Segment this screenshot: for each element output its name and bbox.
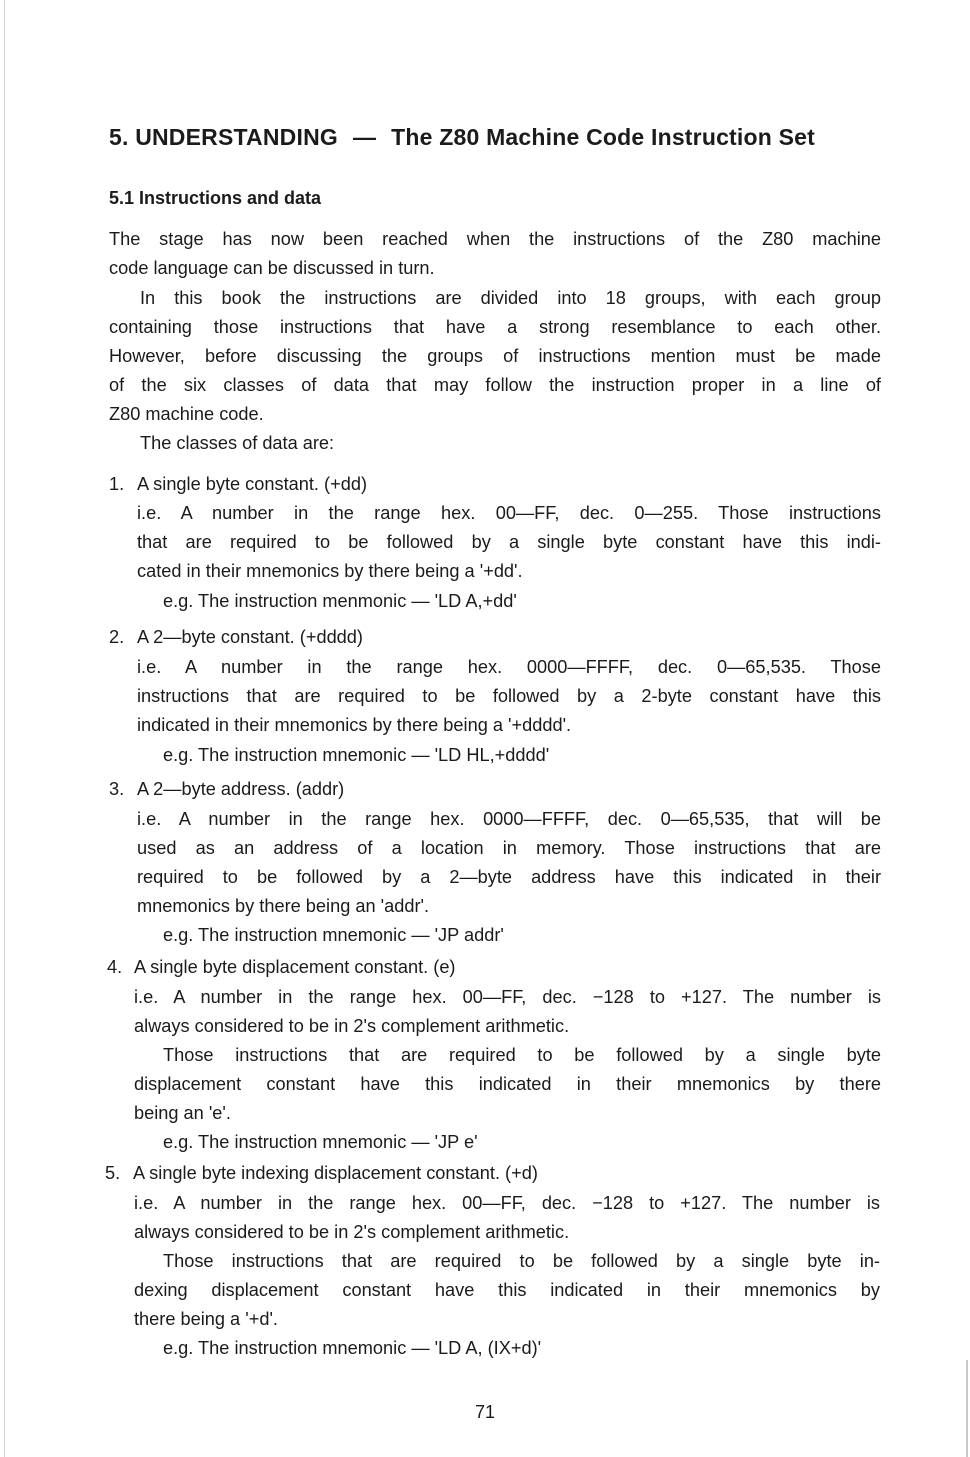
- class-heading: A 2—byte constant. (+dddd): [137, 627, 363, 647]
- class-number: 1.: [109, 474, 125, 494]
- class-heading: A 2—byte address. (addr): [137, 779, 345, 799]
- chapter-number: 5.: [109, 124, 129, 150]
- chapter-title-dash: —: [352, 124, 377, 150]
- class-body-line: i.e. A number in the range hex. 0000—FFFF, dec. 0—65,535. Those: [137, 657, 881, 677]
- class-body-line: i.e. A number in the range hex. 00—FF, dec. 0—255. Those instructions: [137, 503, 881, 523]
- class-body-line: i.e. A number in the range hex. 00—FF, dec. −128 to +127. The number is: [134, 1193, 880, 1213]
- class-body2-line: dexing displacement constant have this indicated in their mnemonics by: [134, 1280, 880, 1300]
- section-title: 5.1 Instructions and data: [109, 188, 322, 208]
- intro-p2-line: of the six classes of data that may follow the instruction proper in a line of: [109, 375, 881, 395]
- class-body-line: indicated in their mnemonics by there being a '+dddd'.: [137, 715, 572, 735]
- class-body-line: always considered to be in 2's complement arithmetic.: [134, 1222, 570, 1242]
- class-body-line: always considered to be in 2's complement arithmetic.: [134, 1016, 570, 1036]
- class-body-line: i.e. A number in the range hex. 00—FF, dec. −128 to +127. The number is: [134, 987, 881, 1007]
- class-body-line: i.e. A number in the range hex. 0000—FFFF, dec. 0—65,535, that will be: [137, 809, 881, 829]
- class-body2-line: being an 'e'.: [134, 1103, 231, 1123]
- class-body2-line: Those instructions that are required to be followed by a single byte: [163, 1045, 881, 1065]
- class-heading: A single byte constant. (+dd): [137, 474, 368, 494]
- class-body-line: used as an address of a location in memory. Those instructions that are: [137, 838, 881, 858]
- class-body-line: mnemonics by there being an 'addr'.: [137, 896, 430, 916]
- class-example: e.g. The instruction mnemonic — 'JP e': [163, 1132, 478, 1152]
- chapter-title: [109, 124, 815, 151]
- class-heading: A single byte displacement constant. (e): [134, 957, 456, 977]
- chapter-title-main: UNDERSTANDING: [135, 124, 338, 150]
- class-heading: A single byte indexing displacement constant. (+d): [133, 1163, 538, 1183]
- class-number: 5.: [105, 1163, 121, 1183]
- class-body2-line: there being a '+d'.: [134, 1309, 278, 1329]
- class-body-line: instructions that are required to be followed by a 2-byte constant have this: [137, 686, 881, 706]
- intro-p2-line: containing those instructions that have a strong resemblance to each other.: [109, 317, 881, 337]
- class-example: e.g. The instruction mnemonic — 'LD A, (IX+d)': [163, 1338, 542, 1358]
- intro-p2-line: Z80 machine code.: [109, 404, 264, 424]
- class-body2-line: displacement constant have this indicated in their mnemonics by there: [134, 1074, 881, 1094]
- intro-p2-line: In this book the instructions are divided into 18 groups, with each group: [140, 288, 881, 308]
- class-number: 3.: [109, 779, 125, 799]
- class-body-line: that are required to be followed by a single byte constant have this indi-: [137, 532, 881, 552]
- class-body2-line: Those instructions that are required to be followed by a single byte in-: [163, 1251, 880, 1271]
- intro-p2-line: However, before discussing the groups of instructions mention must be made: [109, 346, 881, 366]
- page-number: 71: [474, 1402, 496, 1422]
- class-example: e.g. The instruction menmonic — 'LD A,+dd': [163, 591, 517, 611]
- class-example: e.g. The instruction mnemonic — 'LD HL,+dddd': [163, 745, 550, 765]
- class-body-line: required to be followed by a 2—byte address have this indicated in their: [137, 867, 881, 887]
- chapter-title-sub: The Z80 Machine Code Instruction Set: [391, 124, 815, 150]
- intro-p3-line: The classes of data are:: [140, 433, 335, 453]
- intro-p1-line: The stage has now been reached when the instructions of the Z80 machine: [109, 229, 881, 249]
- class-number: 2.: [109, 627, 125, 647]
- page-left-edge: [4, 0, 5, 1457]
- intro-p1-line: code language can be discussed in turn.: [109, 258, 435, 278]
- class-example: e.g. The instruction mnemonic — 'JP addr': [163, 925, 504, 945]
- class-body-line: cated in their mnemonics by there being a '+dd'.: [137, 561, 523, 581]
- class-number: 4.: [107, 957, 123, 977]
